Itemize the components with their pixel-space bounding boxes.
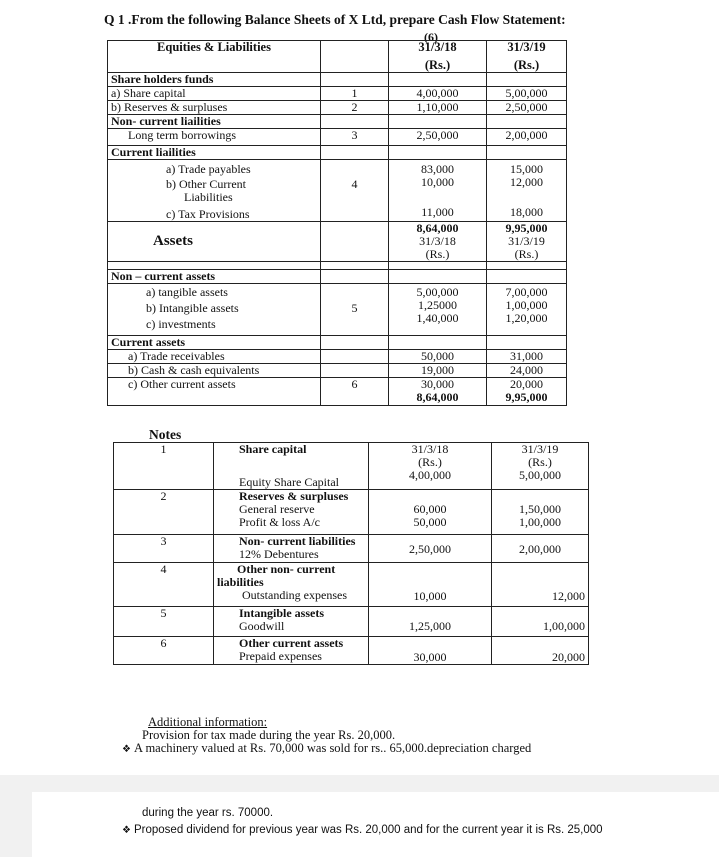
nca-label: Non – current assets xyxy=(108,270,321,284)
assets-total-19: 9,95,000 xyxy=(505,390,548,404)
trade-payables-label: a) Trade payables xyxy=(166,162,251,176)
balance-sheet-table: Equities & Liabilities 31/3/18 (Rs.) 31/3/19 (Rs.) Share holders funds a) Share capital 1 4,00,000 5,00,000 b) Reserves & surpluses 2 1,10,000 2,50,000 Non- current liailities Long term borrowings 3 2,50,000 2,00,000 Current liailities a) Trade payables b) Other Current Liabilities c) Tax Provisions 4 83,000 10,000 11,000 15,000 12,000 18,000 Assets 8,64,000 31/3/18 (Rs.) 9,95,000 31/3/19 (Rs.) Non – current assets a) tangible assets b) Intangible assets c) investments 5 5,00,000 1,25000 1,40,000 7,00,000 1,00,000 1,20,000 Current assets a) Trade receivables 50,000 31,000 b) Cash & cash equivalents 19,000 24,000 c) Other current assets 6 30,000 8,64,000 20,000 9,95,000 xyxy=(107,40,567,406)
question-title: Q 1 .From the following Balance Sheets of X Ltd, prepare Cash Flow Statement: xyxy=(104,12,566,27)
additional-heading: Additional information: xyxy=(148,715,268,729)
bullet-icon: ❖ xyxy=(122,825,131,836)
eq-header: Equities & Liabilities xyxy=(108,41,321,73)
bs-total-19: 9,95,000 xyxy=(505,221,548,235)
investments-label: c) investments xyxy=(146,317,216,331)
additional-line-1: Provision for tax made during the year Rs. 20,000. xyxy=(142,728,396,742)
assets-total-18: 8,64,000 xyxy=(416,390,459,404)
reserves-label: b) Reserves & surpluses xyxy=(108,101,321,115)
additional-line-2: A machinery valued at Rs. 70,000 was sold for rs.. 65,000.depreciation charged xyxy=(134,741,532,755)
additional-line-3: during the year rs. 70000. xyxy=(142,807,274,819)
share-capital-label: a) Share capital xyxy=(108,87,321,101)
col-31-3-18: 31/3/18 xyxy=(418,40,457,54)
ltb-label: Long term borrowings xyxy=(108,129,321,146)
bullet-icon: ❖ xyxy=(122,744,131,755)
assets-header: Assets xyxy=(108,222,321,262)
tangible-label: a) tangible assets xyxy=(146,285,228,299)
other-ca-label: c) Other current assets xyxy=(108,378,321,406)
additional-info xyxy=(122,715,532,756)
cash-label: b) Cash & cash equivalents xyxy=(108,364,321,378)
document-page-2 xyxy=(32,792,719,857)
share-capital-note: Share capital xyxy=(239,442,307,456)
intangible-label: b) Intangible assets xyxy=(146,301,239,315)
notes-heading: Notes xyxy=(149,427,182,442)
other-current-label: b) Other Current xyxy=(166,177,246,191)
ncl-label: Non- current liailities xyxy=(108,115,321,129)
notes-table: 1 Share capital Equity Share Capital 31/3/18 (Rs.) 4,00,000 31/3/19 (Rs.) 5,00,000 2 Reserves & surpluses General reserve Profit & loss A/c 60,000 50,000 1,50,000 1,00,000 3 Non- current liabilities 12% Debentures 2,50,000 2,00,000 4 Other non- current liabilities Outstanding expenses 10,000 12,000 5 Intangible assets Goodwill 1,25,000 1,00,000 6 Other current assets Prepaid expenses 30,000 20,000 xyxy=(113,442,589,665)
shareholders-funds-label: Share holders funds xyxy=(108,73,321,87)
marks: (6) xyxy=(424,30,438,44)
ca-label: Current assets xyxy=(108,336,321,350)
additional-line-4: Proposed dividend for previous year was Rs. 20,000 and for the current year it is Rs. 25,000 xyxy=(134,824,603,836)
tax-provisions-label: c) Tax Provisions xyxy=(166,207,250,221)
col-31-3-19: 31/3/19 xyxy=(507,40,546,54)
bs-total-18: 8,64,000 xyxy=(416,221,459,235)
cl-label: Current liailities xyxy=(108,146,321,160)
receivables-label: a) Trade receivables xyxy=(108,350,321,364)
